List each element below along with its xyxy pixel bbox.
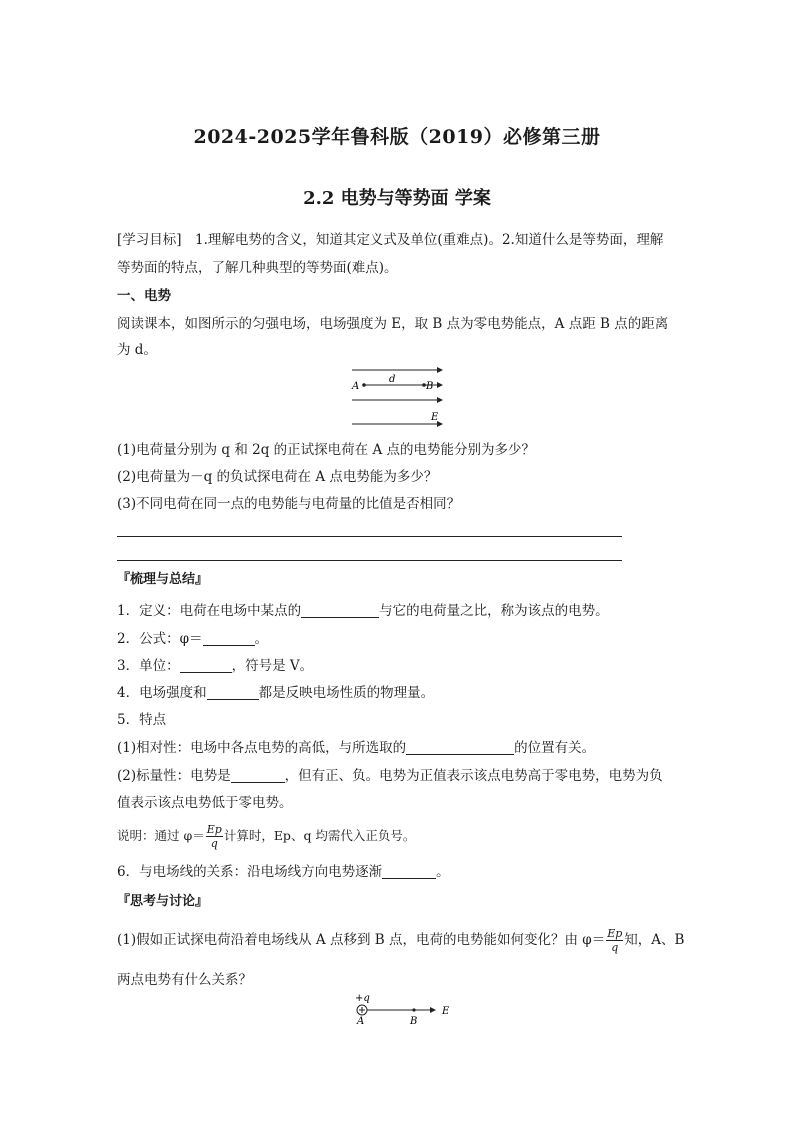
lesson-title: 2.2 电势与等势面 学案 [303,188,491,209]
summary-item-6 [117,858,682,886]
summary-item-5-1-prefix: (1)相对性：电场中各点电势的高低，与所选取的 [117,740,407,756]
summary-item-5-1-suffix: 的位置有关。 [514,740,596,756]
discussion-q1-prefix: (1)假如正试探电荷沿着电场线从 A 点移到 B 点，电荷的电势能如何变化？由 φ＝ [117,932,606,948]
section-heading-potential: 一、电势 [117,288,171,304]
note-prefix: 说明：通过 φ＝ [117,828,205,843]
discussion-q1-line-1 [117,926,685,954]
label-b-2: B [410,1016,418,1026]
label-charge: +q [355,993,370,1004]
discussion-heading: 『思考与讨论』 [117,894,209,909]
answer-line-1[interactable] [117,536,622,537]
blank-definition[interactable] [301,601,379,618]
summary-item-5-1 [117,734,682,762]
summary-item-2-prefix: 2．公式：φ＝ [117,631,203,647]
field-diagram [340,366,450,428]
discussion-fraction: $\frac{Ep}{q}$ [607,927,623,954]
summary-item-4-prefix: 4．电场强度和 [117,685,207,701]
label-a: A [352,381,360,392]
summary-item-3-suffix: ，符号是 V。 [231,658,314,674]
question-3: (3)不同电荷在同一点的电势能与电荷量的比值是否相同？ [117,496,461,512]
summary-item-5-2-suffix: ，但有正、负。电势为正值表示该点电势高于零电势，电势为负 [284,768,663,784]
blank-property[interactable] [207,683,259,700]
discussion-q1-suffix: 知，A、B [624,932,685,948]
label-e: E [431,412,439,423]
summary-item-2-suffix: 。 [254,631,269,647]
summary-item-1 [117,597,682,625]
summary-item-4-suffix: 都是反映电场性质的物理量。 [258,685,435,701]
label-b: B [426,381,434,392]
summary-item-5-2 [117,762,682,790]
label-a-2: A [357,1016,365,1026]
summary-item-1-suffix: 与它的电荷量之比，称为该点的电势。 [379,603,609,619]
note-suffix: 计算时，Ep、q 均需代入正负号。 [223,828,416,843]
label-d: d [389,374,396,385]
note-line [117,822,682,850]
blank-scalar[interactable] [231,766,285,783]
blank-formula[interactable] [203,629,255,646]
objectives-line-2: 等势面的特点，了解几种典型的等势面(难点)。 [117,260,398,276]
intro-line-2: 为 d。 [117,342,157,358]
charge-diagram [340,990,460,1026]
summary-item-4 [117,679,682,707]
point-b-dot-2 [412,1008,415,1011]
summary-item-5: 5．特点 [117,712,167,728]
summary-item-6-prefix: 6．与电场线的关系：沿电场线方向电势逐渐 [117,864,383,880]
blank-unit[interactable] [180,656,232,673]
question-1: (1)电荷量分别为 q 和 2q 的正试探电荷在 A 点的电势能分别为多少？ [117,442,535,458]
summary-item-3-prefix: 3．单位： [117,658,180,674]
document-title: 2024-2025学年鲁科版（2019）必修第三册 [193,126,601,148]
answer-line-2[interactable] [117,560,622,561]
summary-item-6-suffix: 。 [436,864,450,880]
note-fraction: $\frac{Ep}{q}$ [206,823,222,850]
intro-line-1: 阅读课本，如图所示的匀强电场，电场强度为 E，取 B 点为零电势能点，A 点距 B 点的距离 [117,316,669,332]
blank-reference[interactable] [406,738,514,755]
discussion-q1-line-2: 两点电势有什么关系？ [117,972,252,988]
label-e-2: E [442,1006,450,1017]
objectives-line-1: [学习目标] 1.理解电势的含义，知道其定义式及单位(重难点)。2.知道什么是等势面，理解 [117,232,664,248]
summary-item-3 [117,652,682,680]
question-2: (2)电荷量为－q 的负试探电荷在 A 点电势能为多少？ [117,469,438,485]
point-a-dot [362,383,366,387]
summary-item-2 [117,625,682,653]
summary-item-5-2-prefix: (2)标量性：电势是 [117,768,231,784]
summary-item-5-2-cont: 值表示该点电势低于零电势。 [117,795,293,811]
summary-item-1-prefix: 1．定义：电荷在电场中某点的 [117,603,302,619]
blank-trend[interactable] [382,862,436,879]
summary-heading: 『梳理与总结』 [117,572,209,587]
